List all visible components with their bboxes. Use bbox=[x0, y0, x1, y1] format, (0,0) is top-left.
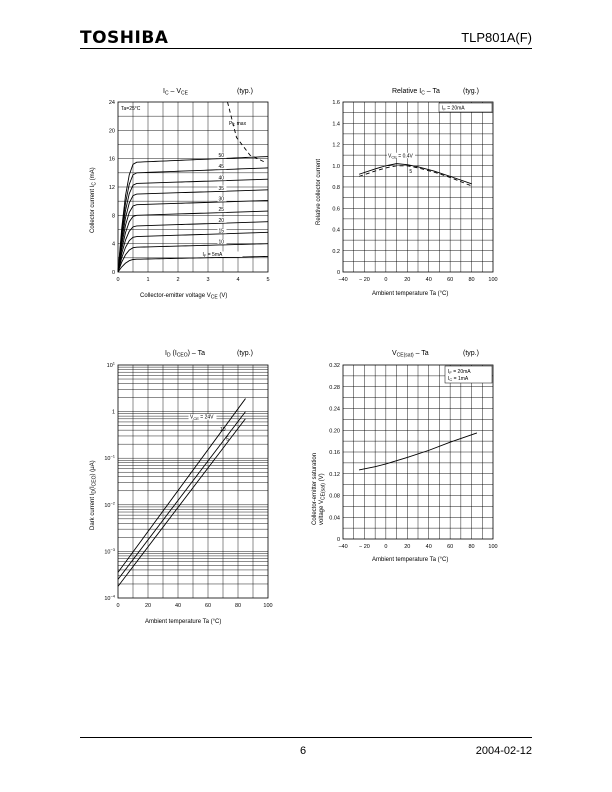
footer-rule bbox=[80, 737, 532, 738]
x-tick-labels bbox=[338, 277, 497, 283]
chart-qualifier: (typ.) bbox=[463, 350, 479, 357]
x-tick-labels bbox=[116, 603, 272, 609]
series-group bbox=[118, 399, 246, 587]
y-tick-label: 1 bbox=[111, 409, 115, 416]
series-group bbox=[359, 153, 472, 186]
curve-label: $V_{CE} = 24V$ bbox=[190, 414, 214, 421]
condition-label: Ta=25°C bbox=[121, 106, 141, 112]
y-tick-labels bbox=[329, 363, 340, 543]
x-tick-label: −40 bbox=[338, 544, 348, 550]
chart-title: $I_C - V_{CE}$ bbox=[163, 88, 188, 97]
curve-label: 25 bbox=[218, 207, 225, 214]
x-tick-label: 1 bbox=[146, 277, 150, 283]
y-tick-label: 24 bbox=[108, 100, 115, 106]
y-tick-label: 0.08 bbox=[329, 493, 340, 500]
y-tick-labels bbox=[332, 100, 340, 276]
y-tick-labels bbox=[104, 361, 115, 603]
x-tick-labels bbox=[338, 544, 497, 550]
header-rule bbox=[80, 48, 532, 49]
curve-label: 10 bbox=[218, 239, 225, 246]
curve-vce-5 bbox=[118, 419, 246, 587]
x-tick-label: 60 bbox=[204, 603, 212, 609]
x-tick-label: 0 bbox=[116, 603, 120, 609]
chart-qualifier: (typ.) bbox=[237, 350, 253, 357]
part-number: TLP801A(F) bbox=[461, 30, 532, 45]
x-tick-label: 0 bbox=[384, 544, 388, 550]
x-tick-labels bbox=[116, 277, 269, 283]
x-axis-label: Ambient temperature Ta (°C) bbox=[372, 557, 449, 563]
y-tick-label: $10^{-4}$ bbox=[104, 593, 115, 602]
x-tick-label: − 20 bbox=[358, 544, 370, 550]
y-tick-label: 0.4 bbox=[332, 227, 340, 234]
y-axis-label-2: voltage $V_{CE(sat)}$ (V) bbox=[319, 473, 327, 525]
x-tick-label: 60 bbox=[447, 277, 454, 283]
x-tick-label: 0 bbox=[116, 277, 120, 283]
pc-max-label: $P_C$ max bbox=[229, 121, 247, 128]
x-axis-label: Ambient temperature Ta (°C) bbox=[372, 291, 449, 297]
y-tick-label: 8 bbox=[111, 213, 115, 220]
y-tick-label: 0.8 bbox=[332, 185, 340, 191]
curve-vce-5 bbox=[359, 164, 472, 184]
curve-label: $V_{CE} = 0.4V$ bbox=[388, 153, 413, 160]
curve-label: 40 bbox=[218, 175, 225, 182]
x-tick-label: −40 bbox=[338, 277, 348, 283]
y-tick-label: 16 bbox=[108, 156, 115, 163]
curve-label: 45 bbox=[218, 164, 225, 171]
y-tick-label: 0 bbox=[336, 270, 340, 276]
x-tick-label: 20 bbox=[144, 603, 152, 609]
y-tick-label: 0.28 bbox=[329, 384, 340, 391]
chart-title: $I_D$ $(I_{CEO})$ – Ta bbox=[165, 350, 206, 359]
x-tick-label: 5 bbox=[266, 277, 270, 283]
y-tick-label: $10^1$ bbox=[106, 360, 115, 369]
y-tick-label: 20 bbox=[108, 128, 115, 135]
x-tick-label: 80 bbox=[468, 544, 475, 550]
y-axis-label: Relative collector current bbox=[316, 158, 322, 225]
y-tick-label: 0 bbox=[336, 537, 340, 543]
x-tick-label: 40 bbox=[174, 603, 182, 609]
x-tick-label: 40 bbox=[425, 277, 432, 283]
curve-label: 15 bbox=[218, 228, 225, 235]
plot-grid bbox=[118, 365, 268, 598]
y-tick-label: 0.2 bbox=[332, 248, 340, 255]
x-tick-label: 100 bbox=[263, 603, 273, 609]
x-axis-label: Ambient temperature Ta (°C) bbox=[145, 619, 222, 625]
y-tick-label: 0.32 bbox=[329, 363, 340, 369]
toshiba-logo: TOSHIBA bbox=[80, 28, 169, 48]
chart-qualifier: (typ.) bbox=[237, 88, 253, 95]
y-tick-label: 0.6 bbox=[332, 206, 340, 213]
chart-title: Relative $I_C$ – Ta bbox=[392, 88, 440, 97]
y-tick-label: $10^{-2}$ bbox=[104, 500, 115, 509]
curve-label: 20 bbox=[218, 217, 225, 224]
chart-id-iceo-ta bbox=[85, 345, 285, 630]
condition-label: $I_F = 20mA$ bbox=[442, 105, 465, 112]
y-axis-label: Collector current $I_C$ (mA) bbox=[90, 167, 98, 233]
y-tick-label: $10^{-1}$ bbox=[104, 453, 115, 463]
y-tick-label: 1.2 bbox=[332, 142, 340, 149]
plot-grid bbox=[118, 102, 268, 272]
y-tick-labels bbox=[109, 100, 115, 276]
plot-grid bbox=[343, 102, 493, 272]
x-tick-label: 80 bbox=[234, 603, 242, 609]
x-tick-label: 4 bbox=[236, 277, 240, 283]
curve-label: 5 bbox=[226, 436, 229, 443]
x-tick-label: 3 bbox=[206, 277, 210, 283]
y-tick-label: 4 bbox=[111, 241, 115, 248]
y-axis-label: Dark current $I_D(I_{CEO})$ (μA) bbox=[90, 460, 98, 530]
document-date: 2004-02-12 bbox=[475, 745, 532, 757]
y-tick-label: $10^{-3}$ bbox=[104, 546, 115, 556]
x-tick-label: 20 bbox=[404, 277, 411, 283]
curve-vce-vce24v bbox=[118, 399, 246, 573]
y-tick-label: 0.16 bbox=[329, 450, 340, 456]
x-tick-label: 2 bbox=[176, 277, 180, 283]
page-number: 6 bbox=[300, 745, 307, 757]
curve-label: 10 bbox=[220, 427, 226, 434]
chart-relative-ic-ta bbox=[310, 85, 515, 305]
curve-label: 35 bbox=[218, 185, 225, 192]
x-tick-label: 40 bbox=[425, 544, 432, 550]
y-axis-label: Collector-emitter saturation bbox=[312, 452, 318, 525]
pc-max-curve bbox=[228, 102, 266, 162]
y-tick-label: 1.6 bbox=[332, 100, 340, 106]
y-tick-label: 0.12 bbox=[329, 471, 340, 478]
chart-ic-vce bbox=[85, 85, 285, 305]
y-tick-label: 1.4 bbox=[332, 121, 340, 128]
x-tick-label: 0 bbox=[384, 277, 388, 283]
chart-qualifier: (tyg.) bbox=[463, 88, 479, 95]
y-tick-label: 0.20 bbox=[329, 428, 340, 435]
y-tick-label: 0.24 bbox=[329, 406, 340, 413]
x-tick-label: 100 bbox=[488, 277, 498, 283]
y-tick-label: 12 bbox=[108, 185, 115, 191]
curve-label: $I_F = 5mA$ bbox=[202, 251, 223, 259]
curve-label: 30 bbox=[218, 196, 225, 203]
curve-label: 5 bbox=[409, 169, 413, 176]
x-tick-label: − 20 bbox=[358, 277, 370, 283]
y-tick-label: 1.0 bbox=[332, 163, 340, 170]
chart-title: $V_{CE(sat)}$ – Ta bbox=[392, 350, 429, 359]
x-tick-label: 60 bbox=[447, 544, 454, 550]
chart-vcesat-ta bbox=[310, 345, 515, 575]
x-tick-label: 80 bbox=[468, 277, 475, 283]
x-axis-label: Collector-emitter voltage $V_{CE}$ (V) bbox=[140, 293, 228, 301]
curve-label: 50 bbox=[218, 153, 225, 160]
plot-grid bbox=[343, 365, 493, 539]
x-tick-label: 20 bbox=[404, 544, 411, 550]
condition-label-2: $I_C = 1mA$ bbox=[448, 376, 469, 383]
y-tick-label: 0.04 bbox=[329, 515, 340, 522]
condition-label: $I_F = 20mA$ bbox=[448, 369, 471, 376]
x-tick-label: 100 bbox=[488, 544, 498, 550]
y-tick-label: 0 bbox=[111, 270, 115, 276]
